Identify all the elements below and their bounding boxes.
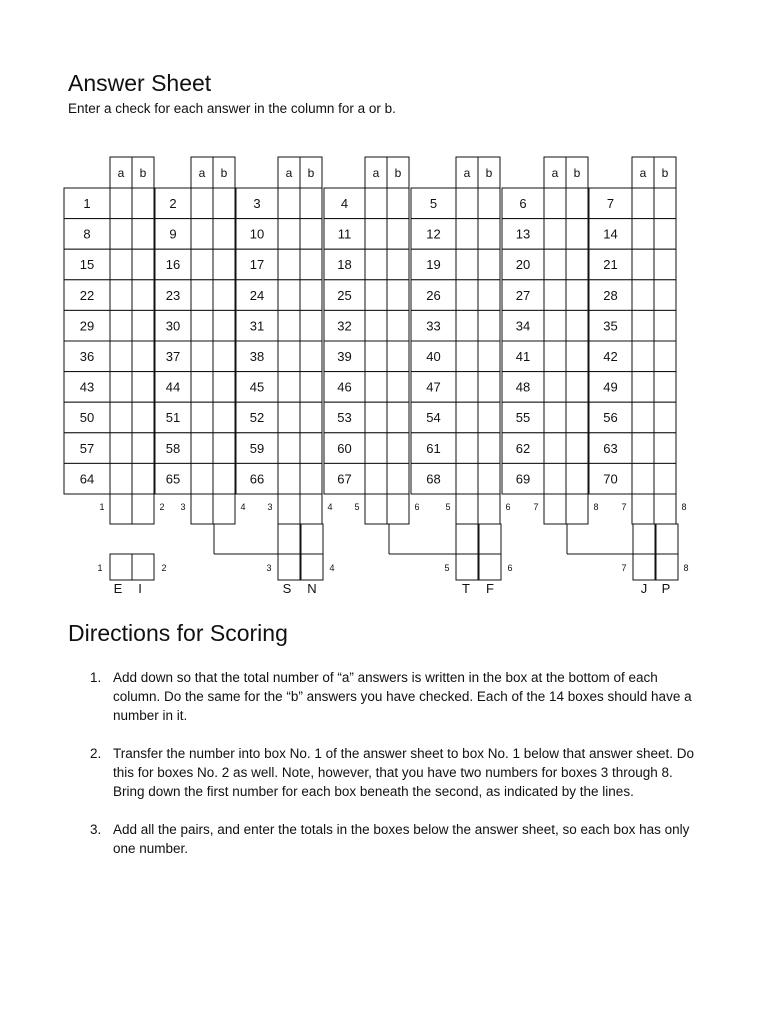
question-number: 30 xyxy=(165,318,181,334)
question-number: 66 xyxy=(249,471,265,487)
answer-a-checkbox[interactable] xyxy=(191,463,213,494)
answer-b-checkbox[interactable] xyxy=(654,341,676,372)
answer-a-checkbox[interactable] xyxy=(191,372,213,403)
answer-b-checkbox[interactable] xyxy=(654,188,676,219)
question-number: 15 xyxy=(79,257,95,273)
question-number: 10 xyxy=(249,226,265,242)
answer-b-checkbox[interactable] xyxy=(213,219,235,250)
question-number: 19 xyxy=(426,257,441,273)
question-number: 63 xyxy=(603,440,618,456)
sum-box[interactable] xyxy=(633,554,655,580)
answer-a-checkbox[interactable] xyxy=(365,463,387,494)
answer-b-checkbox[interactable] xyxy=(654,249,676,280)
column-b-label: b xyxy=(485,166,493,180)
answer-a-checkbox[interactable] xyxy=(110,280,132,311)
answer-b-checkbox[interactable] xyxy=(300,188,322,219)
answer-b-checkbox[interactable] xyxy=(478,188,500,219)
total-box-number: 2 xyxy=(159,502,165,512)
answer-a-checkbox[interactable] xyxy=(365,188,387,219)
total-box-number: 6 xyxy=(414,502,420,512)
answer-b-checkbox[interactable] xyxy=(300,280,322,311)
answer-a-checkbox[interactable] xyxy=(110,433,132,464)
dimension-letter: S xyxy=(282,581,292,596)
total-a-box[interactable] xyxy=(110,494,132,524)
answer-b-checkbox[interactable] xyxy=(478,310,500,341)
sum-box-number: 2 xyxy=(161,563,167,573)
answer-b-checkbox[interactable] xyxy=(300,433,322,464)
question-number: 52 xyxy=(249,410,265,426)
total-box-number: 5 xyxy=(354,502,360,512)
answer-a-checkbox[interactable] xyxy=(456,402,478,433)
answer-a-checkbox[interactable] xyxy=(544,341,566,372)
question-number: 24 xyxy=(249,287,265,303)
sum-box-number: 8 xyxy=(683,563,689,573)
total-b-box[interactable] xyxy=(132,494,154,524)
answer-b-checkbox[interactable] xyxy=(300,463,322,494)
scoring-step xyxy=(68,668,708,725)
column-a-label: a xyxy=(285,166,293,180)
sum-box[interactable] xyxy=(278,554,300,580)
answer-a-checkbox[interactable] xyxy=(456,219,478,250)
answer-a-checkbox[interactable] xyxy=(365,219,387,250)
answer-b-checkbox[interactable] xyxy=(387,249,409,280)
question-number: 58 xyxy=(165,440,181,456)
answer-a-checkbox[interactable] xyxy=(110,463,132,494)
question-number: 38 xyxy=(249,349,265,364)
question-number: 1 xyxy=(83,196,91,211)
question-number: 34 xyxy=(515,318,531,334)
dimension-letter: E xyxy=(113,581,123,596)
answer-a-checkbox[interactable] xyxy=(365,402,387,433)
answer-a-checkbox[interactable] xyxy=(632,310,654,341)
answer-b-checkbox[interactable] xyxy=(213,341,235,372)
total-box-number: 5 xyxy=(445,502,451,512)
answer-a-checkbox[interactable] xyxy=(110,310,132,341)
question-number: 64 xyxy=(79,471,95,487)
dimension-letter: I xyxy=(138,581,142,596)
answer-a-checkbox[interactable] xyxy=(191,188,213,219)
answer-b-checkbox[interactable] xyxy=(478,219,500,250)
answer-a-checkbox[interactable] xyxy=(110,188,132,219)
answer-b-checkbox[interactable] xyxy=(213,433,235,464)
answer-a-checkbox[interactable] xyxy=(278,402,300,433)
answer-a-checkbox[interactable] xyxy=(544,219,566,250)
answer-a-checkbox[interactable] xyxy=(365,433,387,464)
question-number: 31 xyxy=(249,318,265,334)
step-text: Add down so that the total number of “a” answers is written in the box at the bottom of each column. Do the same for the “b” answers you have checked. Each of the 14 boxes should have a number in it. xyxy=(113,670,692,723)
answer-a-checkbox[interactable] xyxy=(632,188,654,219)
question-number: 16 xyxy=(165,257,181,273)
answer-a-checkbox[interactable] xyxy=(365,280,387,311)
answer-a-checkbox[interactable] xyxy=(544,433,566,464)
answer-a-checkbox[interactable] xyxy=(632,402,654,433)
question-number: 46 xyxy=(337,379,352,395)
total-b-box[interactable] xyxy=(387,494,409,524)
answer-a-checkbox[interactable] xyxy=(278,249,300,280)
question-number: 48 xyxy=(515,379,531,395)
answer-a-checkbox[interactable] xyxy=(456,463,478,494)
answer-b-checkbox[interactable] xyxy=(387,219,409,250)
total-b-box[interactable] xyxy=(213,494,235,524)
answer-b-checkbox[interactable] xyxy=(566,463,588,494)
sum-box[interactable] xyxy=(132,554,154,580)
question-number: 39 xyxy=(337,349,352,364)
question-number: 20 xyxy=(515,257,531,273)
answer-b-checkbox[interactable] xyxy=(566,310,588,341)
answer-a-checkbox[interactable] xyxy=(632,372,654,403)
column-b-label: b xyxy=(573,166,581,180)
answer-b-checkbox[interactable] xyxy=(132,402,154,433)
answer-b-checkbox[interactable] xyxy=(132,249,154,280)
question-number: 2 xyxy=(169,196,177,211)
answer-b-checkbox[interactable] xyxy=(132,372,154,403)
question-number: 3 xyxy=(253,196,261,211)
answer-a-checkbox[interactable] xyxy=(544,372,566,403)
answer-a-checkbox[interactable] xyxy=(544,463,566,494)
question-number: 42 xyxy=(603,349,618,364)
column-b-label: b xyxy=(220,166,228,180)
total-box-number: 3 xyxy=(180,502,186,512)
carry-down-box[interactable] xyxy=(633,524,655,554)
total-box-number: 7 xyxy=(621,502,627,512)
answer-b-checkbox[interactable] xyxy=(213,372,235,403)
dimension-letter: N xyxy=(307,581,317,596)
answer-b-checkbox[interactable] xyxy=(566,402,588,433)
carry-down-box[interactable] xyxy=(278,524,300,554)
dimension-letter: F xyxy=(486,581,494,596)
scoring-steps xyxy=(68,668,708,877)
answer-b-checkbox[interactable] xyxy=(300,310,322,341)
answer-b-checkbox[interactable] xyxy=(654,219,676,250)
answer-b-checkbox[interactable] xyxy=(478,463,500,494)
answer-b-checkbox[interactable] xyxy=(132,433,154,464)
question-number: 35 xyxy=(603,318,618,334)
question-number: 21 xyxy=(603,257,618,273)
question-number: 12 xyxy=(426,226,441,242)
question-number: 67 xyxy=(337,471,352,487)
question-number: 53 xyxy=(337,410,352,426)
answer-a-checkbox[interactable] xyxy=(191,433,213,464)
question-number: 49 xyxy=(603,379,618,395)
answer-b-checkbox[interactable] xyxy=(654,433,676,464)
dimension-letter: P xyxy=(661,581,671,596)
answer-b-checkbox[interactable] xyxy=(566,188,588,219)
total-box-number: 1 xyxy=(99,502,105,512)
total-b-box[interactable] xyxy=(300,494,322,524)
answer-b-checkbox[interactable] xyxy=(132,219,154,250)
answer-a-checkbox[interactable] xyxy=(278,372,300,403)
answer-b-checkbox[interactable] xyxy=(132,280,154,311)
question-number: 9 xyxy=(169,226,177,242)
total-box-number: 8 xyxy=(681,502,687,512)
question-number: 37 xyxy=(165,349,181,364)
answer-a-checkbox[interactable] xyxy=(278,310,300,341)
answer-a-checkbox[interactable] xyxy=(456,310,478,341)
answer-b-checkbox[interactable] xyxy=(566,249,588,280)
answer-a-checkbox[interactable] xyxy=(456,188,478,219)
column-b-label: b xyxy=(394,166,402,180)
answer-b-checkbox[interactable] xyxy=(654,402,676,433)
answer-a-checkbox[interactable] xyxy=(456,280,478,311)
answer-b-checkbox[interactable] xyxy=(387,402,409,433)
question-number: 6 xyxy=(519,196,527,211)
answer-a-checkbox[interactable] xyxy=(191,219,213,250)
column-b-label: b xyxy=(139,166,147,180)
total-a-box[interactable] xyxy=(456,494,478,524)
total-box-number: 8 xyxy=(593,502,599,512)
question-number: 32 xyxy=(337,318,352,334)
question-number: 68 xyxy=(426,471,441,487)
question-number: 36 xyxy=(79,349,95,364)
question-number: 65 xyxy=(165,471,181,487)
column-a-label: a xyxy=(551,166,559,180)
step-number: 2. xyxy=(90,746,102,761)
sum-box-number: 7 xyxy=(621,563,627,573)
answer-b-checkbox[interactable] xyxy=(213,463,235,494)
question-number: 59 xyxy=(249,440,265,456)
question-number: 40 xyxy=(426,349,441,364)
answer-a-checkbox[interactable] xyxy=(110,372,132,403)
answer-a-checkbox[interactable] xyxy=(278,433,300,464)
sum-box-number: 4 xyxy=(329,563,335,573)
answer-b-checkbox[interactable] xyxy=(566,341,588,372)
answer-b-checkbox[interactable] xyxy=(387,433,409,464)
scoring-title: Directions for Scoring xyxy=(68,620,288,646)
question-number: 43 xyxy=(79,379,95,395)
question-number: 55 xyxy=(515,410,531,426)
total-b-box[interactable] xyxy=(566,494,588,524)
answer-b-checkbox[interactable] xyxy=(132,310,154,341)
answer-b-checkbox[interactable] xyxy=(300,219,322,250)
question-number: 56 xyxy=(603,410,618,426)
question-number: 23 xyxy=(165,287,181,303)
answer-a-checkbox[interactable] xyxy=(278,219,300,250)
carry-down-box[interactable] xyxy=(479,524,501,554)
question-number: 18 xyxy=(337,257,352,273)
total-a-box[interactable] xyxy=(544,494,566,524)
answer-a-checkbox[interactable] xyxy=(456,249,478,280)
answer-b-checkbox[interactable] xyxy=(213,402,235,433)
answer-b-checkbox[interactable] xyxy=(566,280,588,311)
answer-a-checkbox[interactable] xyxy=(632,463,654,494)
answer-b-checkbox[interactable] xyxy=(566,372,588,403)
answer-b-checkbox[interactable] xyxy=(478,402,500,433)
answer-a-checkbox[interactable] xyxy=(544,249,566,280)
answer-a-checkbox[interactable] xyxy=(544,188,566,219)
answer-b-checkbox[interactable] xyxy=(213,249,235,280)
question-number: 41 xyxy=(515,349,531,364)
answer-b-checkbox[interactable] xyxy=(654,310,676,341)
answer-a-checkbox[interactable] xyxy=(632,249,654,280)
sum-box-number: 5 xyxy=(444,563,450,573)
answer-b-checkbox[interactable] xyxy=(478,433,500,464)
sum-box-number: 3 xyxy=(266,563,272,573)
sum-box[interactable] xyxy=(656,554,678,580)
step-number: 1. xyxy=(90,670,102,685)
answer-b-checkbox[interactable] xyxy=(387,463,409,494)
carry-down-box[interactable] xyxy=(656,524,678,554)
answer-b-checkbox[interactable] xyxy=(132,341,154,372)
total-box-number: 7 xyxy=(533,502,539,512)
question-number: 4 xyxy=(340,196,349,211)
question-number: 50 xyxy=(79,410,95,426)
question-number: 26 xyxy=(426,287,441,303)
question-number: 5 xyxy=(429,196,438,211)
answer-b-checkbox[interactable] xyxy=(387,280,409,311)
carry-down-box[interactable] xyxy=(456,524,478,554)
answer-a-checkbox[interactable] xyxy=(278,280,300,311)
scoring-step xyxy=(68,744,708,801)
answer-a-checkbox[interactable] xyxy=(191,402,213,433)
answer-a-checkbox[interactable] xyxy=(191,249,213,280)
question-number: 14 xyxy=(603,226,618,242)
answer-b-checkbox[interactable] xyxy=(213,310,235,341)
answer-b-checkbox[interactable] xyxy=(478,280,500,311)
sum-box-number: 1 xyxy=(97,563,103,573)
answer-a-checkbox[interactable] xyxy=(110,219,132,250)
step-text: Add all the pairs, and enter the totals in the boxes below the answer sheet, so each box has only one number. xyxy=(113,822,690,856)
answer-b-checkbox[interactable] xyxy=(478,341,500,372)
dimension-letter: T xyxy=(462,581,470,596)
sum-box[interactable] xyxy=(301,554,323,580)
sum-box-number: 6 xyxy=(507,563,513,573)
answer-a-checkbox[interactable] xyxy=(365,249,387,280)
answer-b-checkbox[interactable] xyxy=(654,463,676,494)
total-b-box[interactable] xyxy=(654,494,676,524)
answer-a-checkbox[interactable] xyxy=(365,372,387,403)
sum-box[interactable] xyxy=(456,554,478,580)
answer-b-checkbox[interactable] xyxy=(213,188,235,219)
question-number: 60 xyxy=(337,440,352,456)
total-box-number: 4 xyxy=(327,502,333,512)
answer-a-checkbox[interactable] xyxy=(632,219,654,250)
answer-b-checkbox[interactable] xyxy=(213,280,235,311)
column-a-label: a xyxy=(117,166,125,180)
answer-a-checkbox[interactable] xyxy=(191,280,213,311)
answer-b-checkbox[interactable] xyxy=(654,280,676,311)
question-number: 44 xyxy=(165,379,181,395)
answer-a-checkbox[interactable] xyxy=(110,341,132,372)
answer-a-checkbox[interactable] xyxy=(365,341,387,372)
answer-a-checkbox[interactable] xyxy=(456,433,478,464)
dimension-letter: J xyxy=(640,581,648,596)
answer-b-checkbox[interactable] xyxy=(387,188,409,219)
answer-a-checkbox[interactable] xyxy=(110,402,132,433)
step-text: Transfer the number into box No. 1 of the answer sheet to box No. 1 below that answer sheet. Do this for boxes No. 2 as well. Note, however, that you have two numbers for boxes 3 through 8. Bring down the first number for each box beneath the second, as indicated by the lines. xyxy=(113,746,695,799)
answer-a-checkbox[interactable] xyxy=(456,372,478,403)
answer-a-checkbox[interactable] xyxy=(191,341,213,372)
answer-b-checkbox[interactable] xyxy=(132,463,154,494)
answer-b-checkbox[interactable] xyxy=(387,341,409,372)
question-number: 51 xyxy=(165,410,181,426)
answer-b-checkbox[interactable] xyxy=(300,249,322,280)
answer-b-checkbox[interactable] xyxy=(654,372,676,403)
column-b-label: b xyxy=(307,166,315,180)
answer-a-checkbox[interactable] xyxy=(278,463,300,494)
answer-a-checkbox[interactable] xyxy=(544,402,566,433)
column-a-label: a xyxy=(372,166,380,180)
answer-a-checkbox[interactable] xyxy=(632,433,654,464)
answer-a-checkbox[interactable] xyxy=(632,280,654,311)
question-number: 57 xyxy=(79,440,95,456)
total-box-number: 4 xyxy=(240,502,246,512)
question-number: 7 xyxy=(606,196,615,211)
sum-box[interactable] xyxy=(110,554,132,580)
column-a-label: a xyxy=(463,166,471,180)
answer-a-checkbox[interactable] xyxy=(544,310,566,341)
question-number: 13 xyxy=(515,226,531,242)
total-box-number: 3 xyxy=(267,502,273,512)
question-number: 33 xyxy=(426,318,441,334)
answer-a-checkbox[interactable] xyxy=(110,249,132,280)
question-number: 8 xyxy=(83,226,91,242)
answer-a-checkbox[interactable] xyxy=(191,310,213,341)
answer-b-checkbox[interactable] xyxy=(300,341,322,372)
answer-b-checkbox[interactable] xyxy=(478,372,500,403)
total-a-box[interactable] xyxy=(278,494,300,524)
answer-b-checkbox[interactable] xyxy=(566,219,588,250)
answer-a-checkbox[interactable] xyxy=(544,280,566,311)
question-number: 11 xyxy=(337,226,352,242)
answer-a-checkbox[interactable] xyxy=(278,188,300,219)
question-number: 61 xyxy=(426,440,441,456)
answer-a-checkbox[interactable] xyxy=(278,341,300,372)
answer-b-checkbox[interactable] xyxy=(300,372,322,403)
question-number: 22 xyxy=(79,287,95,303)
answer-b-checkbox[interactable] xyxy=(132,188,154,219)
scoring-step xyxy=(68,820,708,858)
answer-a-checkbox[interactable] xyxy=(632,341,654,372)
total-box-number: 6 xyxy=(505,502,511,512)
question-number: 29 xyxy=(79,318,95,334)
total-b-box[interactable] xyxy=(478,494,500,524)
instruction-text: Enter a check for each answer in the column for a or b. xyxy=(68,101,396,116)
answer-b-checkbox[interactable] xyxy=(566,433,588,464)
answer-a-checkbox[interactable] xyxy=(456,341,478,372)
question-number: 45 xyxy=(249,379,265,395)
answer-b-checkbox[interactable] xyxy=(387,372,409,403)
question-number: 70 xyxy=(603,471,618,487)
total-a-box[interactable] xyxy=(632,494,654,524)
total-a-box[interactable] xyxy=(191,494,213,524)
page-title: Answer Sheet xyxy=(68,70,212,96)
question-number: 17 xyxy=(249,257,265,273)
carry-down-box[interactable] xyxy=(301,524,323,554)
answer-b-checkbox[interactable] xyxy=(300,402,322,433)
answer-b-checkbox[interactable] xyxy=(478,249,500,280)
question-number: 25 xyxy=(337,287,352,303)
column-a-label: a xyxy=(639,166,647,180)
question-number: 28 xyxy=(603,287,618,303)
question-number: 69 xyxy=(515,471,531,487)
question-number: 27 xyxy=(515,287,531,303)
question-number: 54 xyxy=(426,410,441,426)
question-number: 62 xyxy=(515,440,531,456)
step-number: 3. xyxy=(90,822,102,837)
answer-a-checkbox[interactable] xyxy=(365,310,387,341)
column-a-label: a xyxy=(198,166,206,180)
total-a-box[interactable] xyxy=(365,494,387,524)
question-number: 47 xyxy=(426,379,441,395)
column-b-label: b xyxy=(661,166,669,180)
answer-b-checkbox[interactable] xyxy=(387,310,409,341)
sum-box[interactable] xyxy=(479,554,501,580)
